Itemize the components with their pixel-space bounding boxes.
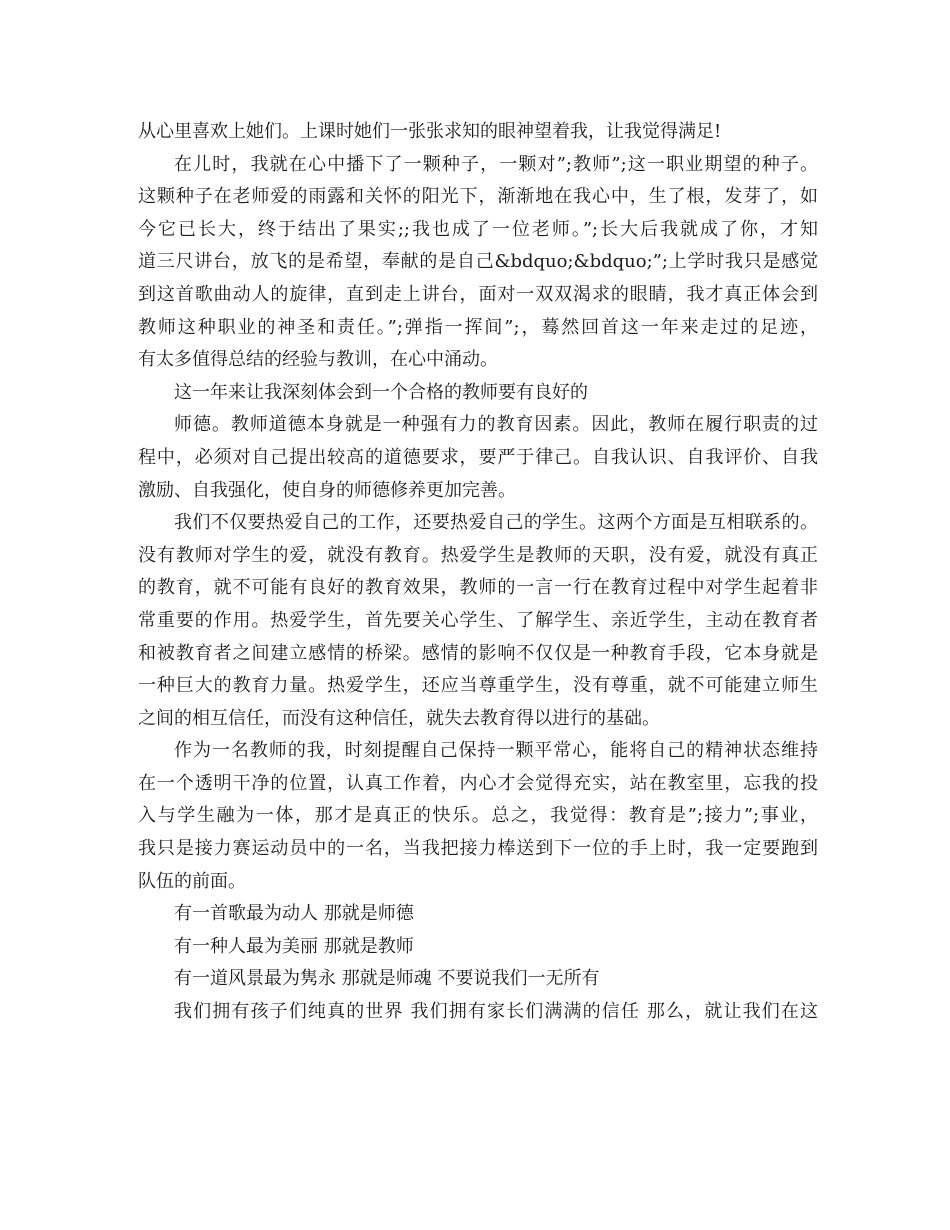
text-line: 激励、自我强化，使自身的师德修养更加完善。 — [138, 479, 516, 501]
text-line: 我们不仅要热爱自己的工作，还要热爱自己的学生。这两个方面是互相联系的。 — [174, 512, 818, 534]
text-line: 从心里喜欢上她们。上课时她们一张张求知的眼神望着我，让我觉得满足! — [138, 121, 722, 142]
text-line: 程中，必须对自己提出较高的道德要求，要严于律己。自我认识、自我评价、自我 — [138, 446, 818, 468]
text-line: 这颗种子在老师爱的雨露和关怀的阳光下，渐渐地在我心中，生了根，发芽了，如 — [138, 186, 818, 208]
text-line: 一种巨大的教育力量。热爱学生，还应当尊重学生，没有尊重，就不可能建立师生 — [138, 675, 818, 697]
text-line: 道三尺讲台，放飞的是希望，奉献的是自己&bdquo;&bdquo;”;上学时我只是感觉 — [138, 251, 818, 273]
text-line: 师德。教师道德本身就是一种强有力的教育因素。因此，教师在履行职责的过 — [174, 414, 818, 436]
text-line: 作为一名教师的我，时刻提醒自己保持一颗平常心，能将自己的精神状态维持 — [174, 740, 818, 762]
text-line: 队伍的前面。 — [138, 870, 246, 892]
text-line: 我只是接力赛运动员中的一名，当我把接力棒送到下一位的手上时，我一定要跑到 — [138, 838, 818, 860]
text-line: 在儿时，我就在心中播下了一颗种子，一颗对”;教师”;这一职业期望的种子。 — [174, 153, 818, 175]
text-line: 教师这种职业的神圣和责任。”;弹指一挥间”;，蓦然回首这一年来走过的足迹， — [138, 316, 818, 338]
text-line: 和被教育者之间建立感情的桥梁。感情的影响不仅仅是一种教育手段，它本身就是 — [138, 642, 818, 664]
text-line: 没有教师对学生的爱，就没有教育。热爱学生是教师的天职，没有爱，就没有真正 — [138, 544, 818, 566]
text-line: 到这首歌曲动人的旋律，直到走上讲台，面对一双双渴求的眼睛，我才真正体会到 — [138, 283, 818, 305]
text-line: 这一年来让我深刻体会到一个合格的教师要有良好的 — [174, 381, 588, 403]
text-line: 我们拥有孩子们纯真的世界 我们拥有家长们满满的信任 那么，就让我们在这 — [174, 1001, 818, 1023]
text-line: 有一道风景最为隽永 那就是师魂 不要说我们一无所有 — [174, 968, 600, 990]
text-line: 有一种人最为美丽 那就是教师 — [174, 935, 414, 957]
text-line: 在一个透明干净的位置，认真工作着，内心才会觉得充实，站在教室里，忘我的投 — [138, 772, 818, 794]
text-line: 常重要的作用。热爱学生，首先要关心学生、了解学生、亲近学生，主动在教育者 — [138, 609, 818, 631]
text-line: 入与学生融为一体，那才是真正的快乐。总之，我觉得：教育是”;接力”;事业， — [138, 805, 818, 827]
document-body — [138, 116, 818, 1029]
text-line: 的教育，就不可能有良好的教育效果，教师的一言一行在教育过程中对学生起着非 — [138, 577, 818, 599]
text-line: 有太多值得总结的经验与教训，在心中涌动。 — [138, 349, 498, 371]
text-line: 之间的相互信任，而没有这种信任，就失去教育得以进行的基础。 — [138, 707, 660, 729]
text-line: 有一首歌最为动人 那就是师德 — [174, 903, 414, 925]
text-line: 今它已长大，终于结出了果实;;我也成了一位老师。”;长大后我就成了你，才知 — [138, 218, 818, 240]
